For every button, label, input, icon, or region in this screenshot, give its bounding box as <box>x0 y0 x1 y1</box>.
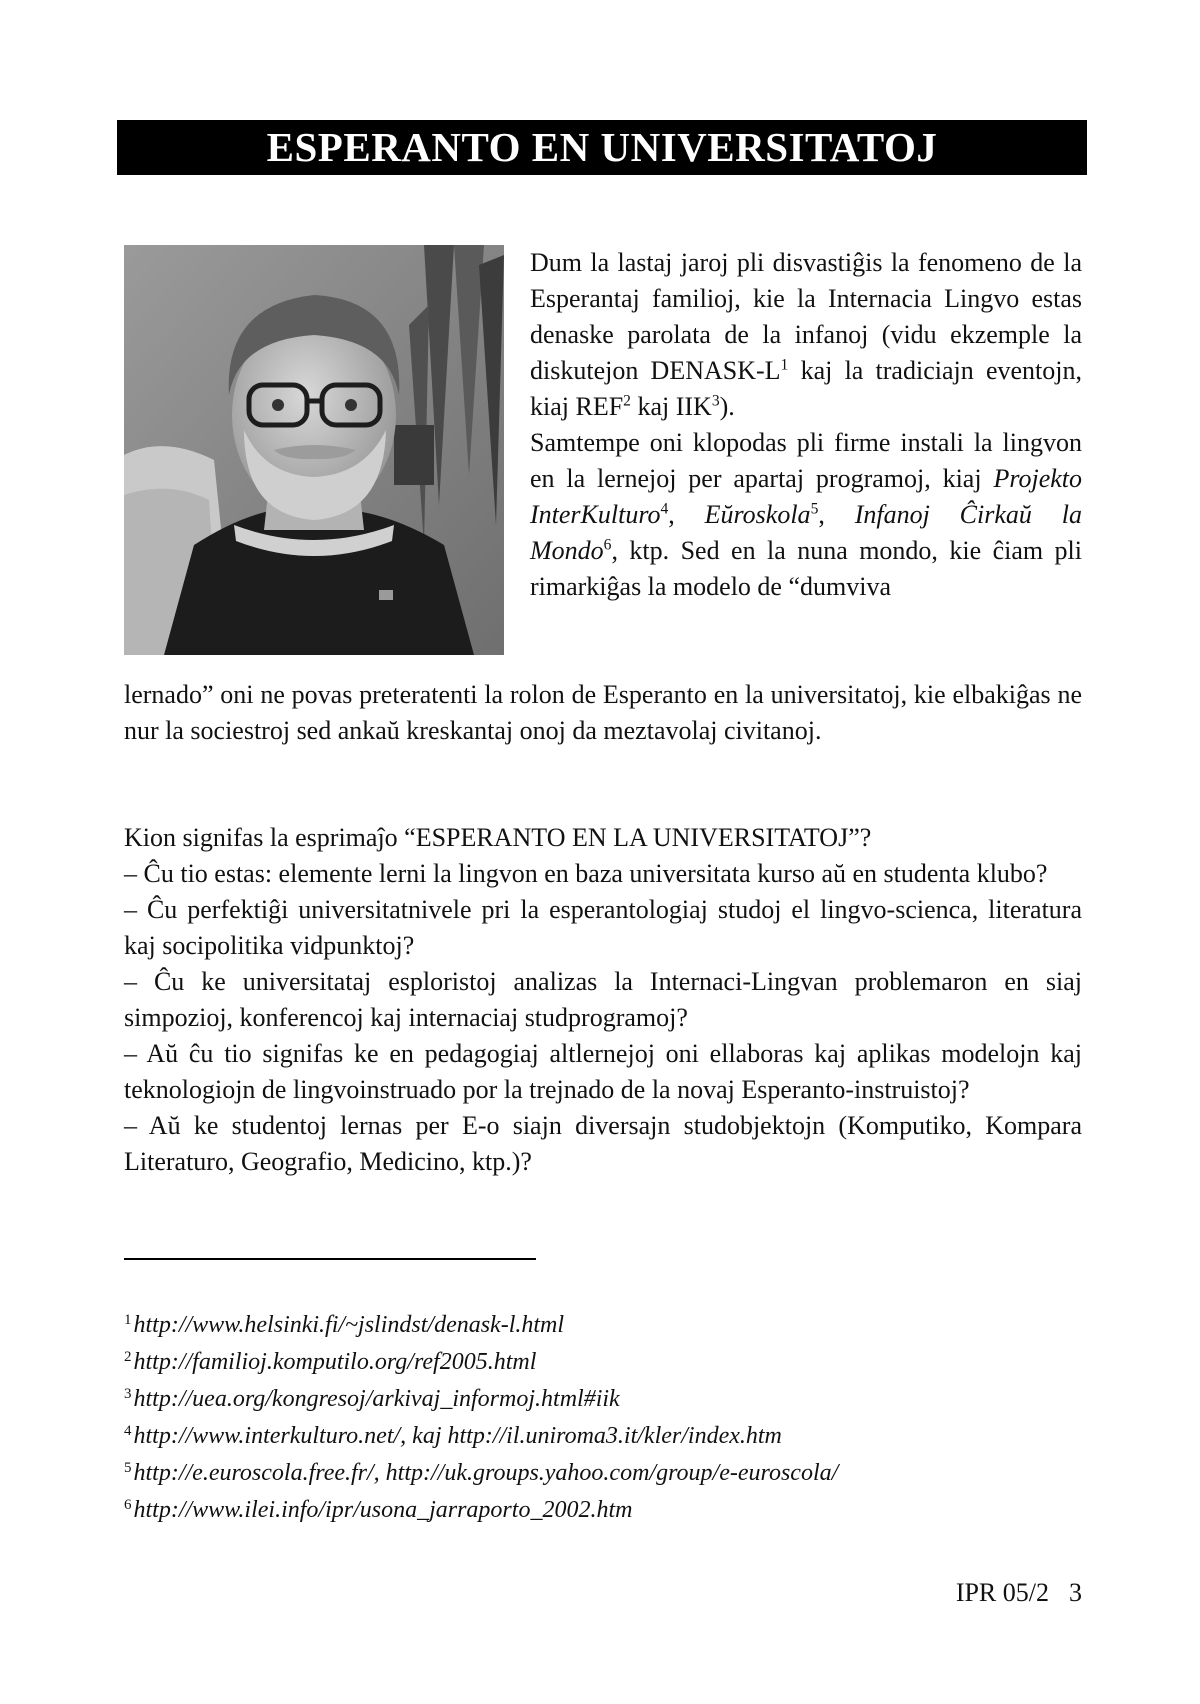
footnote-link[interactable]: http://familioj.komputilo.org/ref2005.html <box>133 1349 537 1375</box>
footnote: $^2$http://familioj.komputilo.org/ref2005.html <box>124 1349 537 1375</box>
question-item: – Aŭ ĉu tio signifas ke en pedagogiaj altlernejoj oni ellaboras kaj aplikas modelojn kaj teknologiojn de lingvoinstruado por la trejnado de la novaj Esperanto-instruistoj? <box>124 1039 1082 1104</box>
question-item: – Ĉu perfektiĝi universitatnivele pri la esperantologiaj studoj el lingvo-scienca, literatura kaj socipolitika vidpunktoj? <box>124 895 1082 960</box>
issue-label: IPR 05/2 <box>955 1578 1049 1607</box>
article-title: ESPERANTO EN UNIVERSITATOJ <box>117 120 1087 175</box>
footnote-link[interactable]: http://www.ilei.info/ipr/usona_jarraporto_2002.htm <box>133 1497 633 1523</box>
footnote: $^6$http://www.ilei.info/ipr/usona_jarraporto_2002.htm <box>124 1497 633 1523</box>
intro-paragraph-continuation: lernado” oni ne povas preteratenti la rolon de Esperanto en la universitatoj, kie elbakiĝas ne nur la sociestroj sed ankaŭ kreskantaj onoj da meztavolaj civitanoj. <box>124 680 1082 745</box>
footnote: $^5$http://e.euroscola.free.fr/, http://uk.groups.yahoo.com/group/e-euroscola/ <box>124 1460 839 1486</box>
question-item: – Aŭ ke studentoj lernas per E-o siajn diversajn studobjektojn (Komputiko, Kompara Literaturo, Geografio, Medicino, ktp.)? <box>124 1111 1082 1176</box>
questions-list <box>124 820 1082 1180</box>
page-footer <box>956 1576 1082 1610</box>
footnote: $^4$http://www.interkulturo.net/, kaj http://il.uniroma3.it/kler/index.htm <box>124 1423 782 1449</box>
question-item: – Ĉu ke universitataj esploristoj analizas la Internaci-Lingvan problemaron en siaj simpozioj, konferencoj kaj internaciaj studprogramoj? <box>124 967 1082 1032</box>
footnote-divider <box>124 1258 536 1260</box>
question-item: – Ĉu tio estas: elemente lerni la lingvon en baza universitata kurso aŭ en studenta klubo? <box>124 859 1048 888</box>
portrait-photo <box>124 245 504 655</box>
footnote: $^1$http://www.helsinki.fi/~jslindst/denask-l.html <box>124 1312 565 1338</box>
footnote-link[interactable]: http://e.euroscola.free.fr/, http://uk.groups.yahoo.com/group/e-euroscola/ <box>133 1460 839 1486</box>
footnote: $^3$http://uea.org/kongresoj/arkivaj_informoj.html#iik <box>124 1386 620 1412</box>
footnote-link[interactable]: http://uea.org/kongresoj/arkivaj_informoj.html#iik <box>133 1386 620 1412</box>
intro-paragraph: Dum la lastaj jaroj pli disvastiĝis la fenomeno de la Esperantaj familioj, kie la Internacia Lingvo estas denaske parolata de la infanoj (vidu ekzemple la diskutejon DENASK-$L^1$ kaj la tradiciajn eventojn, kiaj REF$^2$ kaj IIK$^3$). Samtempe oni klopodas pli firme instali la lingvon en la lernejoj per apartaj programoj, kiaj Projekto InterKulturo$^4$, Eŭroskola$^5$, Infanoj Ĉirkaŭ la Mondo$^6$, ktp. Sed en la nuna mondo, kie ĉiam pli rimarkiĝas la modelo de “dumviva <box>530 248 1082 601</box>
footnotes <box>124 1304 1082 1526</box>
question-heading: Kion signifas la esprimaĵo “ESPERANTO EN LA UNIVERSITATOJ”? <box>124 823 872 852</box>
page-number: 3 <box>1069 1578 1082 1607</box>
footnote-link[interactable]: http://www.interkulturo.net/, kaj http://il.uniroma3.it/kler/index.htm <box>133 1423 782 1449</box>
footnote-link[interactable]: http://www.helsinki.fi/~jslindst/denask-l.html <box>133 1312 565 1338</box>
